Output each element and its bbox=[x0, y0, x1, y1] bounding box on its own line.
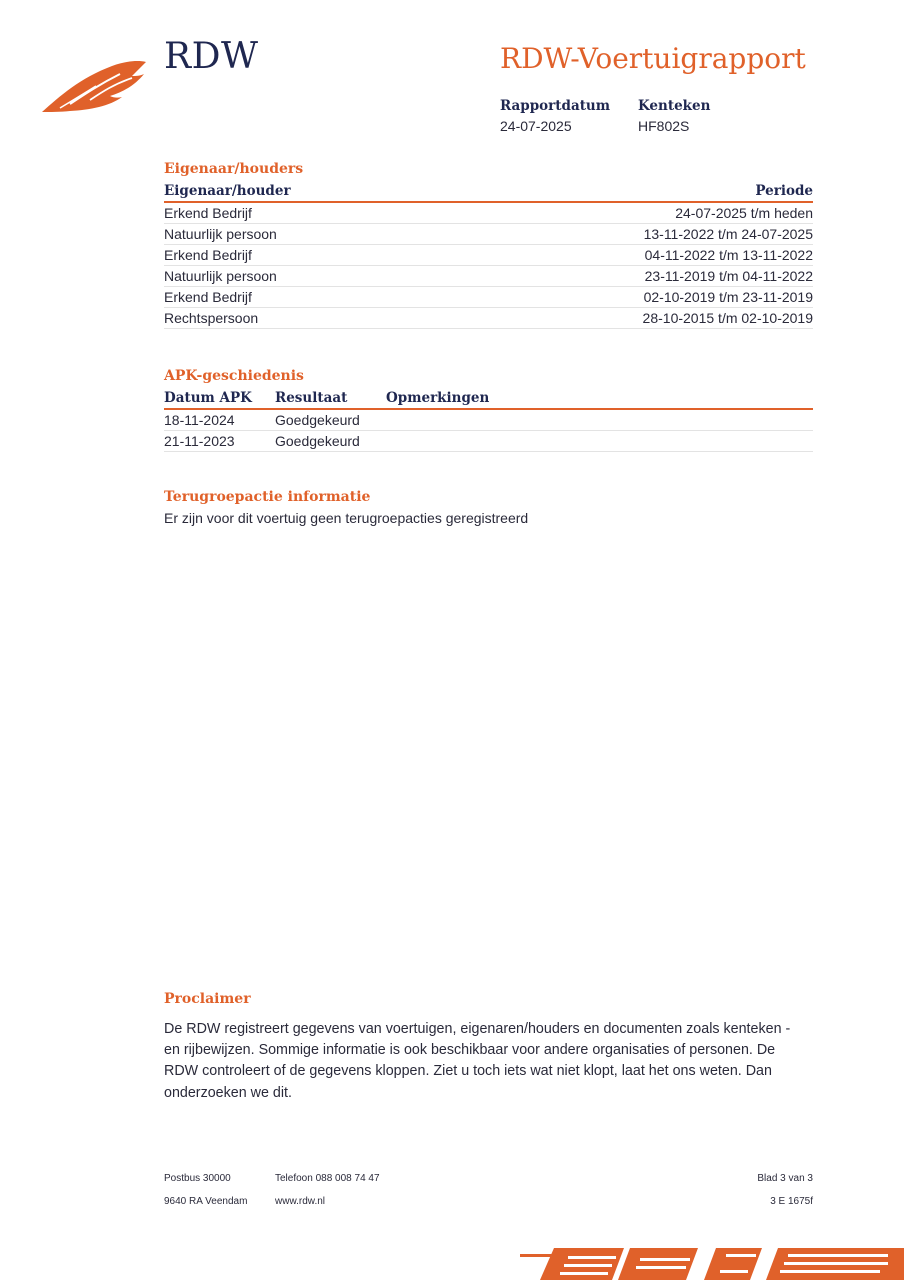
table-row bbox=[164, 287, 813, 308]
proclaimer-text: De RDW registreert gegevens van voertuigen, eigenaren/houders en documenten zoals kenteken - en rijbewijzen. Sommige informatie is ook beschikbaar voor andere organisaties of personen. De RDW controleert of de gegevens kloppen. Ziet u toch iets wat niet klopt, laat het ons weten. Dan onderzoeken we dit. bbox=[164, 1021, 791, 1101]
table-row bbox=[164, 409, 813, 431]
period-cell: 02-10-2019 t/m 23-11-2019 bbox=[441, 287, 813, 308]
logo-text: RDW bbox=[164, 36, 259, 77]
period-cell: 23-11-2019 t/m 04-11-2022 bbox=[441, 266, 813, 287]
recall-section-title: Terugroepactie informatie bbox=[164, 489, 371, 505]
apk-col-result: Resultaat bbox=[275, 387, 386, 409]
owner-cell: Erkend Bedrijf bbox=[164, 287, 441, 308]
report-date-label: Rapportdatum bbox=[500, 98, 611, 114]
table-row bbox=[164, 202, 813, 224]
rdw-feather-logo-icon bbox=[40, 56, 150, 116]
plate-value: HF802S bbox=[638, 118, 690, 134]
apk-result-cell: Goedgekeurd bbox=[275, 431, 386, 452]
rdw-stripes-graphic-icon bbox=[520, 1244, 904, 1280]
period-cell: 13-11-2022 t/m 24-07-2025 bbox=[441, 224, 813, 245]
report-title: RDW-Voertuigrapport bbox=[500, 42, 806, 75]
period-cell: 04-11-2022 t/m 13-11-2022 bbox=[441, 245, 813, 266]
period-cell: 28-10-2015 t/m 02-10-2019 bbox=[441, 308, 813, 329]
apk-result-cell: Goedgekeurd bbox=[275, 409, 386, 431]
apk-remarks-cell bbox=[386, 409, 813, 431]
table-row bbox=[164, 431, 813, 452]
owner-cell: Erkend Bedrijf bbox=[164, 245, 441, 266]
footer-address: 9640 RA Veendam bbox=[164, 1196, 248, 1207]
apk-date-cell: 18-11-2024 bbox=[164, 409, 275, 431]
owner-cell: Erkend Bedrijf bbox=[164, 202, 441, 224]
owner-cell: Rechtspersoon bbox=[164, 308, 441, 329]
owners-table bbox=[164, 180, 813, 329]
proclaimer-title: Proclaimer bbox=[164, 991, 251, 1007]
owners-col-owner: Eigenaar/houder bbox=[164, 180, 441, 202]
report-date-value: 24-07-2025 bbox=[500, 118, 572, 134]
owners-section-title: Eigenaar/houders bbox=[164, 161, 304, 177]
owner-cell: Natuurlijk persoon bbox=[164, 266, 441, 287]
apk-section-title: APK-geschiedenis bbox=[164, 368, 304, 384]
apk-remarks-cell bbox=[386, 431, 813, 452]
footer-postbus: Postbus 30000 bbox=[164, 1173, 231, 1184]
apk-header-row bbox=[164, 387, 813, 409]
apk-col-remarks: Opmerkingen bbox=[386, 387, 813, 409]
apk-col-date: Datum APK bbox=[164, 387, 275, 409]
footer-website-link[interactable]: www.rdw.nl bbox=[275, 1196, 326, 1207]
plate-label: Kenteken bbox=[638, 98, 711, 114]
owners-header-row bbox=[164, 180, 813, 202]
period-cell: 24-07-2025 t/m heden bbox=[441, 202, 813, 224]
footer-code: 3 E 1675f bbox=[770, 1196, 813, 1207]
recall-text: Er zijn voor dit voertuig geen terugroepacties geregistreerd bbox=[164, 510, 529, 526]
owners-col-period: Periode bbox=[441, 180, 813, 202]
footer-phone: Telefoon 088 008 74 47 bbox=[275, 1173, 380, 1184]
footer-page-number: Blad 3 van 3 bbox=[757, 1173, 813, 1184]
table-row bbox=[164, 308, 813, 329]
table-row bbox=[164, 245, 813, 266]
table-row bbox=[164, 266, 813, 287]
table-row bbox=[164, 224, 813, 245]
owner-cell: Natuurlijk persoon bbox=[164, 224, 441, 245]
apk-table bbox=[164, 387, 813, 452]
apk-date-cell: 21-11-2023 bbox=[164, 431, 275, 452]
